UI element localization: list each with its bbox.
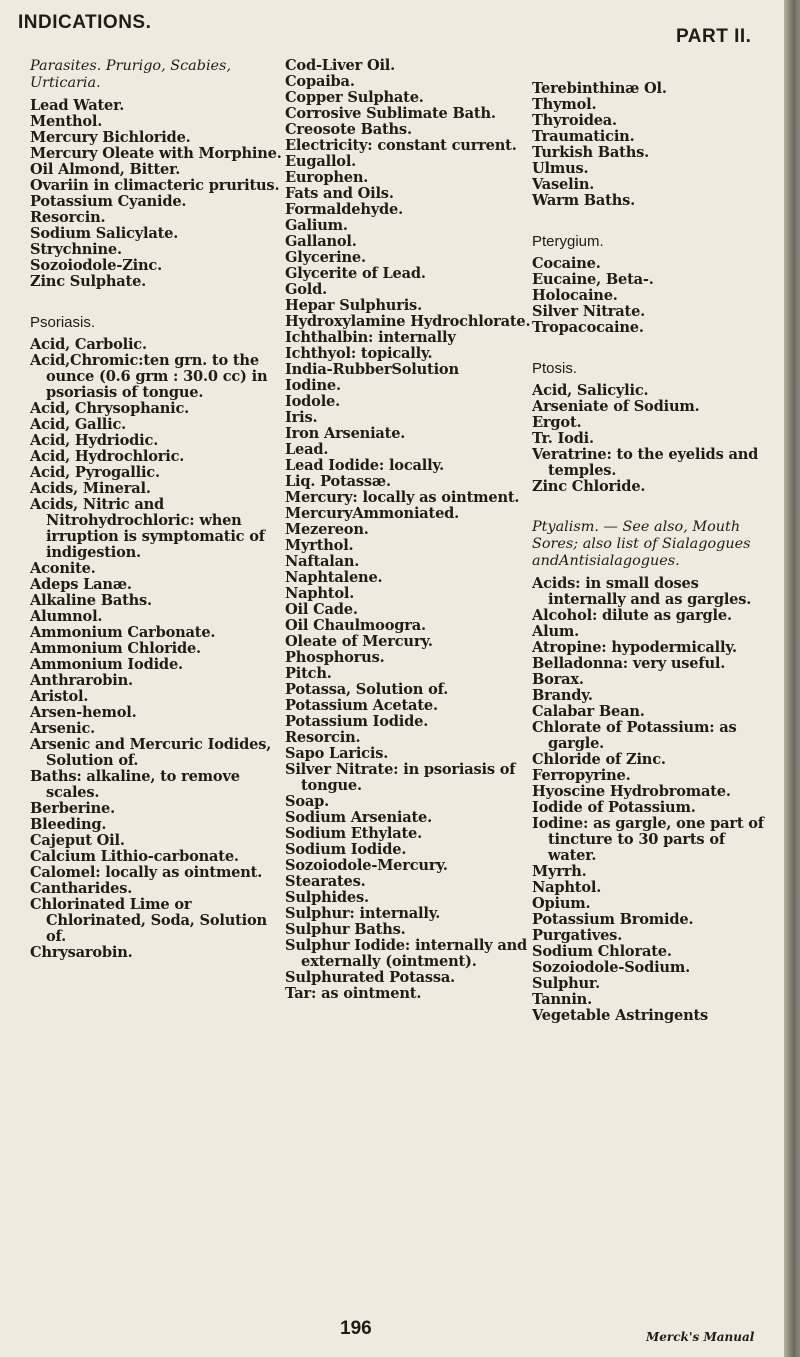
index-entry: Eucaine, Beta-. [532,271,654,288]
index-entry: Naphtol. [532,879,602,896]
index-entry: Cajeput Oil. [30,832,125,849]
index-entry: Hyoscine Hydrobromate. [532,783,731,800]
index-entry: Copaiba. [285,73,355,90]
index-entry: Thymol. [532,96,597,113]
index-entry: Soap. [285,793,330,810]
index-entry: Iodine: as gargle, one part of tincture to 30 parts of water. [532,815,764,864]
index-entry: Oil Almond, Bitter. [30,161,181,178]
index-entry: Mercury Oleate with Morphine. [30,145,282,162]
index-entry: Potassium Bromide. [532,911,694,928]
index-entry: Resorcin. [30,209,106,226]
index-entry: Silver Nitrate. [532,303,646,320]
index-entry: Calcium Lithio-carbonate. [30,848,239,865]
index-entry: Phosphorus. [285,649,385,666]
index-entry: Ergot. [532,414,582,431]
index-section [285,58,533,1002]
index-section [532,81,772,209]
index-entry: Traumaticin. [532,128,635,145]
index-entry: Aconite. [30,560,96,577]
index-entry: Potassa, Solution of. [285,681,449,698]
section-heading: Psoriasis. [30,314,96,331]
index-entry: Alum. [532,623,579,640]
index-entry: Iodide of Potassium. [532,799,696,816]
index-entry: Zinc Sulphate. [30,273,147,290]
index-entry: Galium. [285,217,348,234]
index-entry: Sulphur Baths. [285,921,406,938]
index-entry: Calabar Bean. [532,703,645,720]
index-entry: Iodine. [285,377,341,394]
index-entry: Gallanol. [285,233,357,250]
index-entry: Arsen-hemol. [30,704,137,721]
index-entry: Chloride of Zinc. [532,751,666,768]
index-entry: Thyroidea. [532,112,617,129]
index-entry: Arseniate of Sodium. [532,398,700,415]
index-entry: Vaselin. [532,176,595,193]
index-entry: Zinc Chloride. [532,478,646,495]
index-entry: Naphtol. [285,585,355,602]
index-entry: Hepar Sulphuris. [285,297,422,314]
index-entry: Cod-Liver Oil. [285,57,396,74]
index-entry: Sapo Laricis. [285,745,389,762]
index-entry: Fats and Oils. [285,185,394,202]
index-entry: Belladonna: very useful. [532,655,726,672]
column-3 [532,81,772,1024]
index-entry: Tannin. [532,991,592,1008]
index-entry: India-RubberSolution [285,361,459,378]
index-entry: Acid, Carbolic. [30,336,147,353]
index-entry: Atropine: hypodermically. [532,639,737,656]
index-entry: Purgatives. [532,927,623,944]
index-entry: Acid, Gallic. [30,416,127,433]
index-entry: Ferropyrine. [532,767,631,784]
footer-brand: Merck's Manual [646,1330,755,1344]
index-entry: Oil Chaulmoogra. [285,617,426,634]
index-entry: Creosote Baths. [285,121,412,138]
page-edge [784,0,800,1357]
index-entry: Sodium Salicylate. [30,225,179,242]
running-header-left: INDICATIONS. [18,12,152,33]
index-entry: Sulphides. [285,889,369,906]
index-entry: Borax. [532,671,584,688]
index-entry: Glycerine. [285,249,366,266]
index-entry: Opium. [532,895,591,912]
index-entry: Potassium Cyanide. [30,193,187,210]
index-entry: Hydroxylamine Hydrochlorate. [285,313,531,330]
index-entry: Mercury: locally as ointment. [285,489,520,506]
index-entry: Sulphur. [532,975,600,992]
index-entry: Potassium Iodide. [285,713,429,730]
index-entry: Adeps Lanæ. [30,576,132,593]
index-entry: Ammonium Iodide. [30,656,183,673]
column-2 [285,58,533,1002]
index-entry: Lead Iodide: locally. [285,457,444,474]
index-entry: Holocaine. [532,287,618,304]
index-entry: Chlorate of Potassium: as gargle. [532,719,737,752]
index-entry: Berberine. [30,800,116,817]
index-entry: Europhen. [285,169,369,186]
index-entry: Oleate of Mercury. [285,633,433,650]
index-entry: Sulphur: internally. [285,905,441,922]
index-entry: Potassium Acetate. [285,697,438,714]
index-entry: Tar: as ointment. [285,985,422,1002]
index-entry: Sodium Iodide. [285,841,407,858]
index-entry: Sulphur Iodide: internally and externally (ointment). [285,937,528,970]
index-entry: Anthrarobin. [30,672,133,689]
index-entry: Tropacocaine. [532,319,644,336]
index-entry: Cantharides. [30,880,133,897]
index-entry: Sodium Ethylate. [285,825,423,842]
index-entry: Acids: in small doses internally and as gargles. [532,575,752,608]
index-section [532,360,772,495]
index-entry: Acids, Nitric and Nitrohydrochloric: when irruption is symptomatic of indigestion. [30,496,265,561]
index-entry: Sulphurated Potassa. [285,969,456,986]
index-entry: Ichthalbin: internally [285,329,456,346]
index-entry: Myrrh. [532,863,587,880]
index-entry: Lead Water. [30,97,125,114]
index-entry: Ulmus. [532,160,589,177]
index-entry: Eugallol. [285,153,357,170]
index-entry: Mezereon. [285,521,369,538]
index-entry: Sozoiodole-Mercury. [285,857,448,874]
index-entry: Sodium Arseniate. [285,809,432,826]
index-entry: Ovariin in climacteric pruritus. [30,177,280,194]
index-entry: Naphtalene. [285,569,383,586]
index-entry: Iris. [285,409,318,426]
page-number: 196 [340,1318,372,1339]
index-entry: Chlorinated Lime or Chlorinated, Soda, Solution of. [30,896,267,945]
index-section [30,58,285,290]
index-entry: Menthol. [30,113,103,130]
index-section [532,233,772,336]
index-entry: Aristol. [30,688,89,705]
index-entry: Myrthol. [285,537,354,554]
index-entry: Acid, Hydriodic. [30,432,159,449]
index-entry: Iron Arseniate. [285,425,406,442]
index-entry: Terebinthinæ Ol. [532,80,667,97]
index-entry: Pitch. [285,665,332,682]
index-section [30,314,285,961]
index-entry: Arsenic. [30,720,96,737]
index-entry: Copper Sulphate. [285,89,424,106]
index-entry: Silver Nitrate: in psoriasis of tongue. [285,761,516,794]
index-entry: Acids, Mineral. [30,480,151,497]
index-entry: Turkish Baths. [532,144,650,161]
index-entry: Warm Baths. [532,192,636,209]
index-entry: Mercury Bichloride. [30,129,191,146]
index-entry: Iodole. [285,393,341,410]
index-entry: Stearates. [285,873,366,890]
index-entry: Resorcin. [285,729,361,746]
index-entry: Naftalan. [285,553,360,570]
index-entry: Arsenic and Mercuric Iodides, Solution of. [30,736,272,769]
index-entry: Formaldehyde. [285,201,403,218]
index-entry: Oil Cade. [285,601,358,618]
column-1 [30,58,285,961]
index-entry: Cocaine. [532,255,601,272]
index-entry: Sodium Chlorate. [532,943,672,960]
index-entry: Brandy. [532,687,593,704]
index-entry: Acid, Salicylic. [532,382,649,399]
index-entry: Chrysarobin. [30,944,133,961]
index-entry: Alcohol: dilute as gargle. [532,607,732,624]
index-section [532,519,772,1024]
index-entry: Strychnine. [30,241,122,258]
index-entry: Gold. [285,281,328,298]
index-entry: Veratrine: to the eyelids and temples. [532,446,759,479]
section-heading: Pterygium. [532,233,604,250]
section-heading: Ptyalism. — See also, Mouth Sores; also list of Sialagogues andAntisialagogues. [532,519,751,569]
index-entry: Tr. Iodi. [532,430,594,447]
index-entry: Acid, Pyrogallic. [30,464,160,481]
index-entry: Ichthyol: topically. [285,345,433,362]
index-entry: Electricity: constant current. [285,137,517,154]
index-entry: Acid, Hydrochloric. [30,448,185,465]
index-entry: Calomel: locally as ointment. [30,864,263,881]
index-entry: Sozoiodole-Sodium. [532,959,690,976]
index-entry: Liq. Potassæ. [285,473,391,490]
running-header-right: PART II. [676,26,752,47]
index-entry: Bleeding. [30,816,107,833]
index-entry: Lead. [285,441,329,458]
index-entry: MercuryAmmoniated. [285,505,460,522]
index-entry: Ammonium Chloride. [30,640,201,657]
index-entry: Alkaline Baths. [30,592,152,609]
index-entry: Acid,Chromic:ten grn. to the ounce (0.6 grm : 30.0 cc) in psoriasis of tongue. [30,352,268,401]
index-entry: Sozoiodole-Zinc. [30,257,162,274]
section-heading: Parasites. Prurigo, Scabies, Urticaria. [30,58,232,91]
index-entry: Baths: alkaline, to remove scales. [30,768,240,801]
section-heading: Ptosis. [532,360,578,377]
index-entry: Glycerite of Lead. [285,265,426,282]
index-entry: Ammonium Carbonate. [30,624,216,641]
index-entry: Acid, Chrysophanic. [30,400,190,417]
index-entry: Vegetable Astringents [532,1007,709,1024]
index-entry: Corrosive Sublimate Bath. [285,105,496,122]
index-entry: Alumnol. [30,608,103,625]
